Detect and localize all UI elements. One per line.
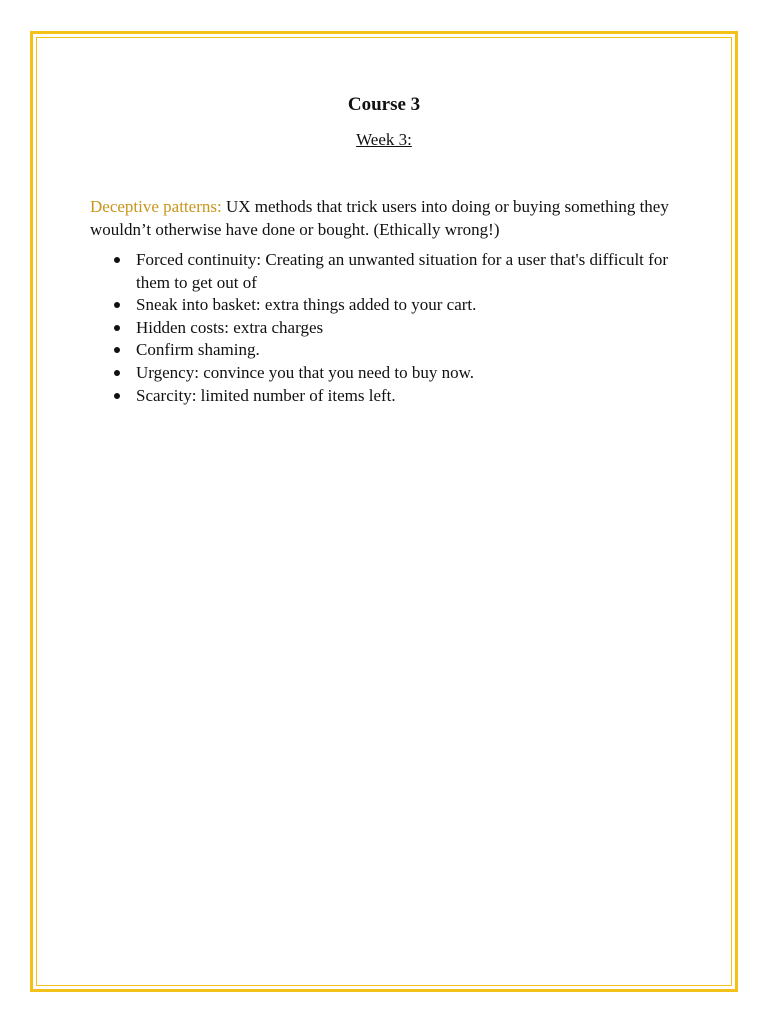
list-item: Forced continuity: Creating an unwanted situation for a user that's difficult for them to get out of bbox=[90, 249, 680, 294]
page-border-inner bbox=[36, 37, 732, 986]
list-item: Scarcity: limited number of items left. bbox=[90, 385, 680, 408]
list-item: Sneak into basket: extra things added to your cart. bbox=[90, 294, 680, 317]
document-subtitle: Week 3: bbox=[356, 130, 412, 149]
document-title: Course 3 bbox=[347, 94, 421, 115]
list-item: Confirm shaming. bbox=[90, 339, 680, 362]
bullet-list bbox=[90, 249, 680, 407]
intro-paragraph bbox=[90, 195, 680, 241]
page-border bbox=[30, 31, 738, 992]
list-item: Hidden costs: extra charges bbox=[90, 317, 680, 340]
intro-term: Deceptive patterns: bbox=[90, 197, 222, 216]
list-item: Urgency: convince you that you need to buy now. bbox=[90, 362, 680, 385]
intro-definition: UX methods that trick users into doing or buying something they wouldn’t otherwise have done or bought. (Ethically wrong!) bbox=[90, 197, 669, 239]
